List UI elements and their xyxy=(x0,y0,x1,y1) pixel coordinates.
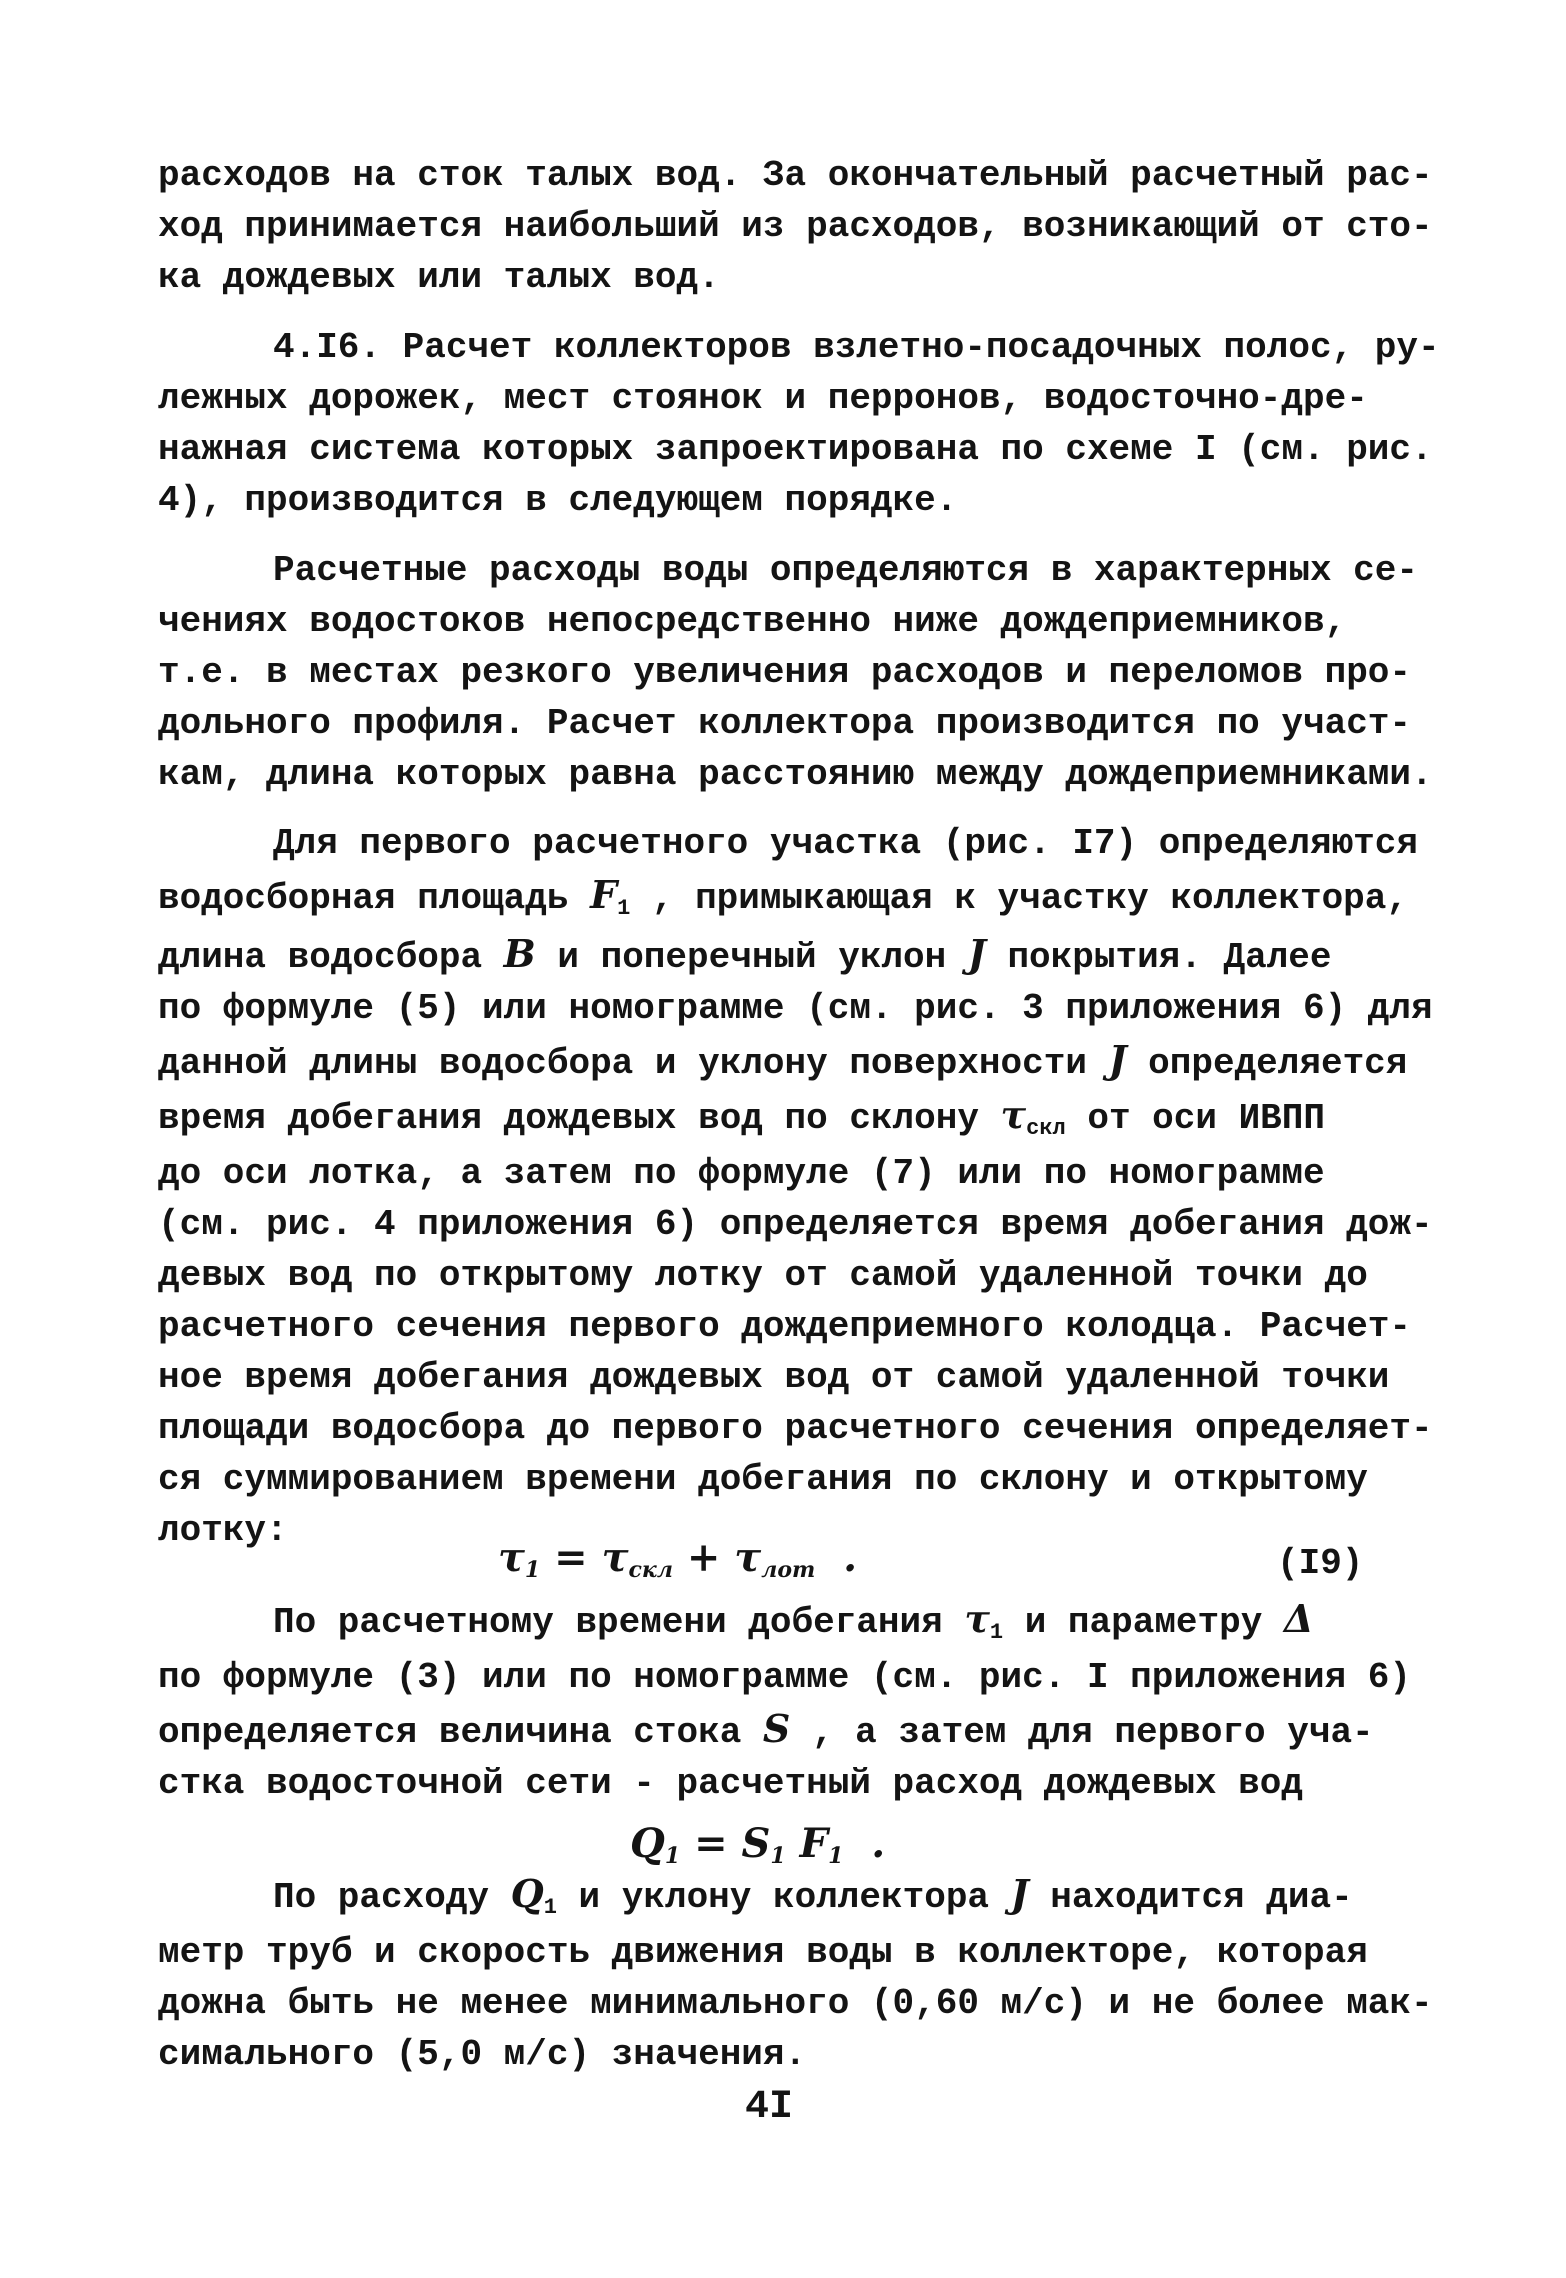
text-line: и параметру xyxy=(1003,1602,1284,1643)
var-F: F xyxy=(799,1820,829,1867)
text-line: По расчетному времени добегания xyxy=(273,1602,965,1643)
equals-sign: = xyxy=(540,1534,602,1581)
text-line: находится диа- xyxy=(1028,1877,1353,1918)
var-B: B xyxy=(503,931,536,976)
text-line: от оси ИВПП xyxy=(1065,1098,1325,1139)
text-line: Для первого расчетного участка (рис. I7) определяются xyxy=(273,823,1418,864)
subscript: 1 xyxy=(543,1895,557,1920)
period: . xyxy=(843,1820,886,1867)
var-F: F xyxy=(590,872,618,917)
page-number: 4I xyxy=(745,2085,794,2130)
text-line: стка водосточной сети - расчетный расход дождевых вод xyxy=(158,1763,1303,1804)
var-S: S xyxy=(741,1820,771,1867)
var-Q: Q xyxy=(510,1871,544,1916)
text-line: данной длины водосбора и уклону поверхности xyxy=(158,1043,1109,1084)
paragraph-4-16: 4.I6. Расчет коллекторов взлетно-посадочных полос, ру- лежных дорожек, мест стоянок и перронов, водосточно-дре- нажная система которых запроектирована по схеме I (см. рис. 4), производится в следующем порядке. xyxy=(158,327,1440,521)
var-J: J xyxy=(1010,1871,1029,1916)
paragraph-first-section xyxy=(158,818,1433,1556)
var-tau: τ xyxy=(601,1534,629,1581)
text-lines: до оси лотка, а затем по формуле (7) или по номограмме (см. рис. 4 приложения 6) определяется время добегания дож- девых вод по открытому лотку от самой удаленной точки до расчетного сечения первого дождеприемного колодца. Расчет- ное время добегания дождевых вод от самой удаленной точки площади водосбора до первого расчетного сечения определяет- ся суммированием времени добегания по склону и открытому лотку: xyxy=(158,1153,1433,1551)
text-line: время добегания дождевых вод по склону xyxy=(158,1098,1001,1139)
text-line: длина водосбора xyxy=(158,937,504,978)
paragraph-design-flows: Расчетные расходы воды определяются в характерных се- чениях водостоков непосредственно ниже дождеприемников, т.е. в местах резкого увеличения расходов и переломов про- дольного профиля. Расчет коллектора производится по участ- кам, длина которых равна расстоянию между дождеприемниками. xyxy=(158,550,1433,795)
var-tau: τ xyxy=(498,1534,525,1581)
paragraph-1: расходов на сток талых вод. За окончательный расчетный рас- ход принимается наибольший из расходов, возникающий от сто- ка дождевых или талых вод. xyxy=(158,155,1433,298)
text-line: водосборная площадь xyxy=(158,878,591,919)
plus-sign: + xyxy=(672,1534,735,1581)
text-line: покрытия. Далее xyxy=(985,937,1332,978)
var-tau: τ xyxy=(734,1534,762,1581)
equation-19 xyxy=(498,1532,857,1590)
subscript: 1 xyxy=(664,1843,681,1869)
var-tau: τ xyxy=(964,1596,990,1641)
text-lines: метр труб и скорость движения воды в коллекторе, которая дожна быть не менее минимального (0,60 м/с) и не более мак- симального (5,0 м/с) значения. xyxy=(158,1932,1433,2075)
text-line: по формуле (3) или по номограмме (см. рис. I приложения 6) xyxy=(158,1657,1412,1698)
text-line: определяется xyxy=(1126,1043,1408,1084)
var-J: J xyxy=(967,931,986,976)
var-tau: τ xyxy=(1000,1092,1027,1137)
text-line: и уклону коллектора xyxy=(556,1877,1011,1918)
text-line: По расходу xyxy=(273,1877,511,1918)
subscript: скл xyxy=(628,1557,673,1583)
text-line: , а затем для первого уча- xyxy=(790,1712,1374,1753)
var-S: S xyxy=(762,1706,791,1751)
paragraph-collector xyxy=(158,1868,1433,2080)
text-line: по формуле (5) или номограмме (см. рис. 3 приложения 6) для xyxy=(158,988,1433,1029)
var-Q: Q xyxy=(630,1820,665,1867)
period: . xyxy=(815,1534,858,1581)
subscript: лот xyxy=(761,1557,816,1583)
var-tau-subscript: скл xyxy=(1026,1116,1066,1141)
subscript: 1 xyxy=(770,1843,786,1869)
equation-number: (I9) xyxy=(1277,1543,1364,1584)
subscript: 1 xyxy=(828,1843,844,1869)
subscript: 1 xyxy=(989,1620,1004,1645)
var-J: J xyxy=(1108,1037,1127,1082)
separator xyxy=(786,1820,800,1867)
var-F-subscript: 1 xyxy=(617,896,631,921)
text-line: , примыкающая к участку коллектора, xyxy=(630,878,1408,919)
text-line: определяется величина стока xyxy=(158,1712,763,1753)
var-delta: Δ xyxy=(1283,1596,1314,1641)
paragraph-runoff xyxy=(158,1593,1411,1809)
equals-sign: = xyxy=(680,1820,742,1867)
text-line: и поперечный уклон xyxy=(535,937,968,978)
subscript: 1 xyxy=(524,1557,541,1583)
